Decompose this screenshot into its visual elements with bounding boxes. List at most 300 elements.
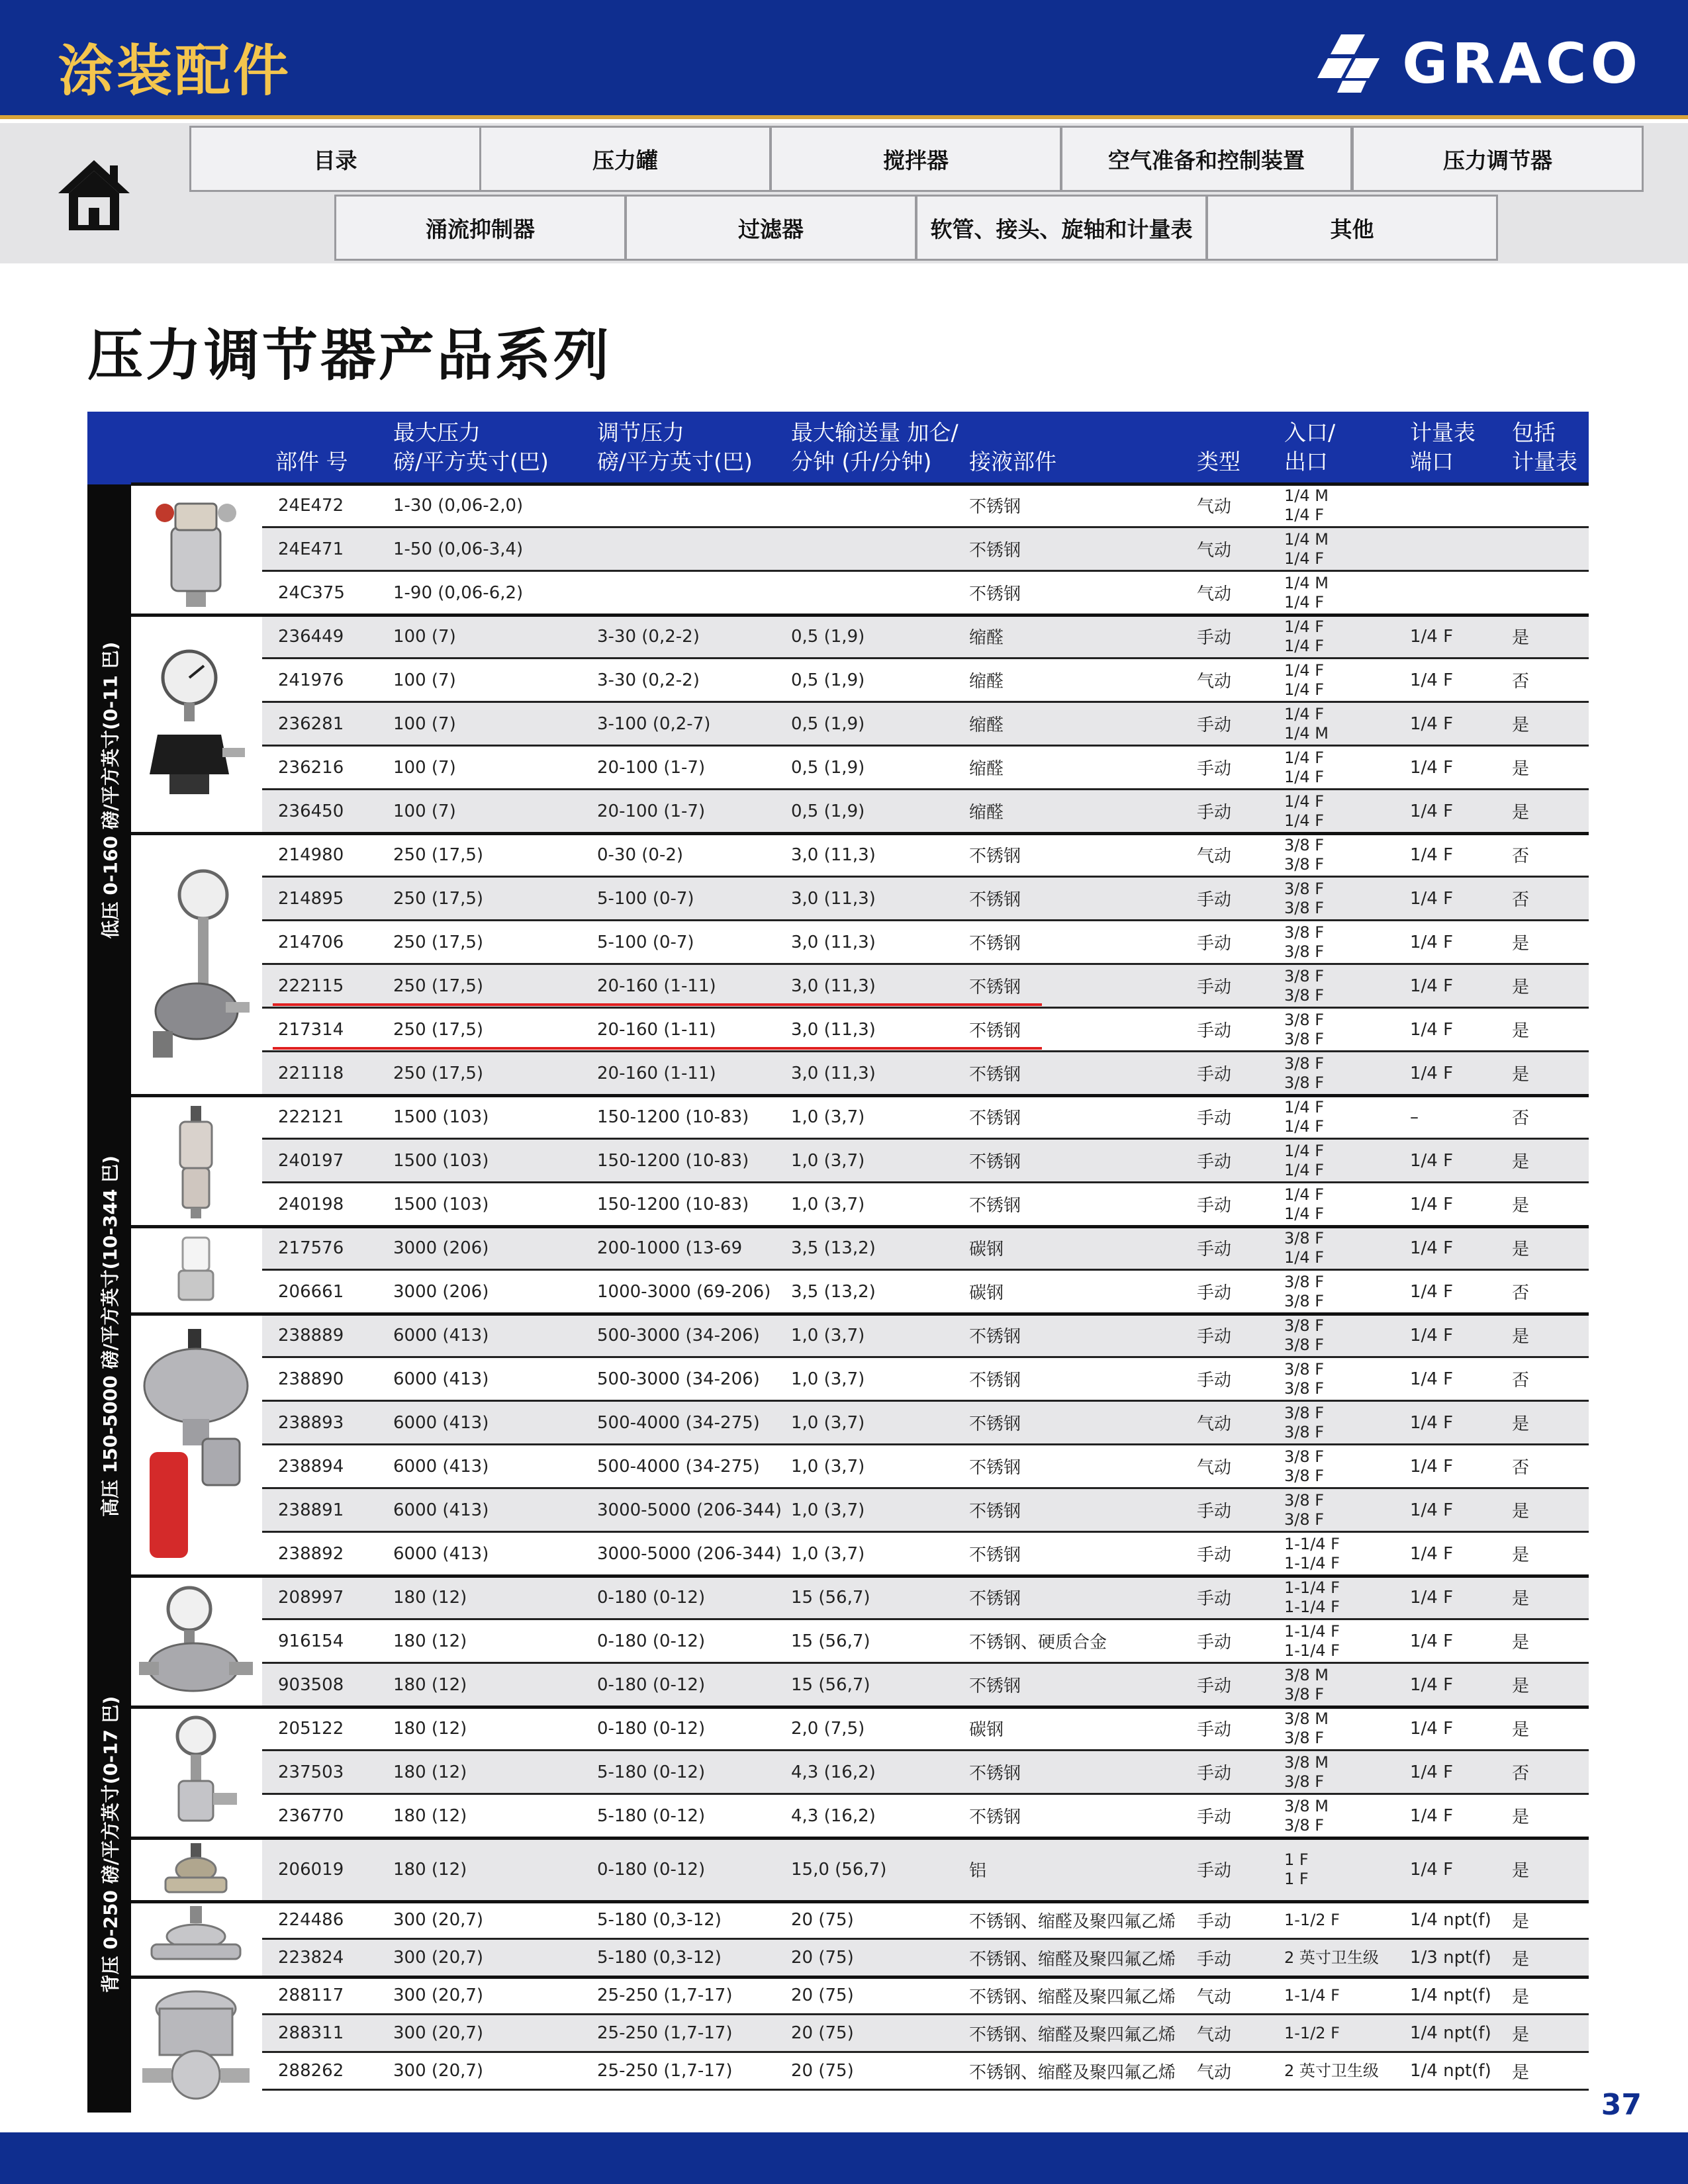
cell-type: 手动 <box>1197 1589 1232 1609</box>
outlet-value: 3/8 F <box>1284 854 1325 874</box>
cell-type: 气动 <box>1197 1458 1232 1478</box>
cell-inlet-outlet <box>1284 1940 1379 1976</box>
product-photo-sanitary-large <box>132 1978 259 2113</box>
cell-wetted: 不锈钢 <box>969 1196 1021 1216</box>
cell-inlet-outlet <box>1284 878 1324 919</box>
nav-button-row1-3[interactable]: 空气准备和控制装置 <box>1060 126 1352 192</box>
cell-flow: 20 (75) <box>791 2023 854 2043</box>
page-title: 压力调节器产品系列 <box>87 323 612 388</box>
table-row <box>262 1402 1589 1445</box>
cell-inlet-outlet <box>1284 1751 1329 1793</box>
group-label-high-pressure: 高压 150-5000 磅/平方英寸(10-344 巴) <box>99 1155 122 1518</box>
inlet-value: 3/8 F <box>1284 1316 1325 1335</box>
cell-gauge-port: 1/4 F <box>1410 1543 1454 1564</box>
cell-wetted: 不锈钢 <box>969 934 1021 954</box>
outlet-value: 1/4 F <box>1284 680 1325 699</box>
cell-part: 236450 <box>278 801 344 821</box>
cell-part: 236449 <box>278 626 344 647</box>
cell-flow: 1,0 (3,7) <box>791 1107 865 1127</box>
cell-inlet-outlet <box>1284 2015 1340 2051</box>
cell-part: 24C375 <box>278 582 345 603</box>
table-row <box>262 1314 1589 1358</box>
cell-reg-pressure: 5-180 (0-12) <box>597 1762 706 1782</box>
cell-gauge-port: 1/4 F <box>1410 1063 1454 1083</box>
cell-reg-pressure: 5-180 (0,3-12) <box>597 1910 722 1930</box>
inlet-value: 3/8 F <box>1284 923 1325 942</box>
nav-button-row1-0[interactable]: 目录 <box>189 126 481 192</box>
cell-inlet-outlet <box>1284 1271 1324 1312</box>
cell-flow: 1,0 (3,7) <box>791 1369 865 1389</box>
cell-wetted: 不锈钢 <box>969 1458 1021 1478</box>
outlet-value: 3/8 F <box>1284 1291 1325 1310</box>
nav-button-row2-1[interactable]: 过滤器 <box>625 195 917 261</box>
cell-max-pressure: 3000 (206) <box>393 1238 489 1258</box>
cell-inlet-outlet <box>1284 1839 1309 1900</box>
cell-reg-pressure: 150-1200 (10-83) <box>597 1194 749 1214</box>
outlet-value: 1/4 M <box>1284 723 1329 743</box>
cell-flow: 3,0 (11,3) <box>791 888 876 909</box>
cell-flow: 0,5 (1,9) <box>791 713 865 734</box>
cell-flow: 0,5 (1,9) <box>791 801 865 821</box>
cell-inlet-outlet <box>1284 1795 1329 1837</box>
nav-button-row2-0[interactable]: 涌流抑制器 <box>334 195 626 261</box>
cell-inlet-outlet <box>1284 484 1329 526</box>
cell-reg-pressure: 20-100 (1-7) <box>597 757 706 778</box>
header-incl-gauge-line1: 包括 <box>1512 420 1556 445</box>
cell-gauge-port: 1/4 npt(f) <box>1410 1910 1491 1930</box>
cell-wetted: 缩醛 <box>969 759 1004 779</box>
header-inout-line1: 入口/ <box>1284 420 1336 445</box>
cell-max-pressure: 250 (17,5) <box>393 888 484 909</box>
header-reg-pressure-line2: 磅/平方英寸(巴) <box>597 449 753 475</box>
cell-wetted: 不锈钢 <box>969 1589 1021 1609</box>
cell-type: 手动 <box>1197 890 1232 910</box>
cell-inlet-outlet <box>1284 1620 1340 1662</box>
group-separator <box>131 1225 1589 1228</box>
cell-type: 气动 <box>1197 2025 1232 2045</box>
cell-inlet-outlet <box>1284 747 1324 788</box>
outlet-value: 3/8 F <box>1284 1073 1325 1092</box>
inlet-value: 1/4 F <box>1284 660 1325 680</box>
cell-part: 238894 <box>278 1456 344 1477</box>
nav-button-row1-2[interactable]: 搅拌器 <box>770 126 1062 192</box>
cell-wetted: 不锈钢 <box>969 1764 1021 1784</box>
cell-gauge-port: 1/4 F <box>1410 626 1454 647</box>
brand-name: GRACO <box>1402 31 1642 96</box>
cell-wetted: 缩醛 <box>969 803 1004 823</box>
cell-part: 217314 <box>278 1019 344 1040</box>
cell-max-pressure: 1500 (103) <box>393 1150 489 1171</box>
cell-reg-pressure: 3-30 (0,2-2) <box>597 626 700 647</box>
cell-incl-gauge: 是 <box>1512 1861 1530 1881</box>
cell-max-pressure: 1-30 (0,06-2,0) <box>393 495 524 516</box>
cell-max-pressure: 1500 (103) <box>393 1107 489 1127</box>
cell-part: 241976 <box>278 670 344 690</box>
cell-part: 916154 <box>278 1631 344 1651</box>
cell-part: 237503 <box>278 1762 344 1782</box>
inlet-value: 3/8 M <box>1284 1796 1329 1815</box>
cell-gauge-port: 1/4 F <box>1410 1631 1454 1651</box>
outlet-value: 3/8 F <box>1284 985 1325 1005</box>
inlet-value: 3/8 F <box>1284 1359 1325 1379</box>
cell-max-pressure: 3000 (206) <box>393 1281 489 1302</box>
cell-gauge-port: 1/4 F <box>1410 757 1454 778</box>
cell-inlet-outlet <box>1284 790 1324 832</box>
table-row <box>262 834 1589 878</box>
cell-inlet-outlet <box>1284 1096 1324 1138</box>
cell-gauge-port: 1/4 F <box>1410 1762 1454 1782</box>
cell-reg-pressure: 500-3000 (34-206) <box>597 1369 760 1389</box>
cell-part: 205122 <box>278 1718 344 1739</box>
outlet-value: 1/4 F <box>1284 592 1325 612</box>
cell-incl-gauge: 是 <box>1512 759 1530 779</box>
cell-max-pressure: 1-50 (0,06-3,4) <box>393 539 524 559</box>
group-label-low-pressure: 低压 0-160 磅/平方英寸(0-11 巴) <box>99 641 121 939</box>
table-row <box>262 484 1589 528</box>
cell-incl-gauge: 是 <box>1512 1633 1530 1653</box>
outlet-value: 1-1/4 F <box>1284 1553 1340 1572</box>
inlet-value: 1/4 F <box>1284 792 1325 811</box>
cell-inlet-outlet <box>1284 528 1329 570</box>
cell-gauge-port: 1/4 F <box>1410 713 1454 734</box>
cell-wetted: 不锈钢 <box>969 584 1021 604</box>
cell-wetted: 碳钢 <box>969 1283 1004 1303</box>
cell-reg-pressure: 5-180 (0,3-12) <box>597 1948 722 1968</box>
outlet-value: 3/8 F <box>1284 1466 1325 1485</box>
cell-reg-pressure: 25-250 (1,7-17) <box>597 2023 733 2043</box>
outlet-value: 3/8 F <box>1284 1772 1325 1791</box>
product-photo-aluminum <box>132 1839 259 1902</box>
cell-incl-gauge: 否 <box>1512 1109 1530 1128</box>
header-type: 类型 <box>1197 449 1241 475</box>
graco-logo-icon <box>1315 32 1387 95</box>
table-row <box>262 1707 1589 1751</box>
cell-part: 288117 <box>278 1985 344 2005</box>
cell-inlet-outlet <box>1284 1009 1324 1050</box>
cell-inlet-outlet <box>1284 834 1324 876</box>
inlet-value: 1/4 M <box>1284 573 1329 592</box>
cell-part: 208997 <box>278 1587 344 1608</box>
table-row <box>262 2053 1589 2091</box>
cell-type: 手动 <box>1197 803 1232 823</box>
cell-incl-gauge: 否 <box>1512 1283 1530 1303</box>
nav-button-row1-4[interactable]: 压力调节器 <box>1352 126 1644 192</box>
table-row <box>262 921 1589 965</box>
nav-button-row2-3[interactable]: 其他 <box>1206 195 1498 261</box>
inlet-value: 1-1/4 F <box>1284 1578 1340 1597</box>
cell-incl-gauge: 否 <box>1512 846 1530 866</box>
group-separator <box>131 1837 1589 1840</box>
cell-incl-gauge: 是 <box>1512 1196 1530 1216</box>
cell-inlet-outlet <box>1284 1445 1324 1487</box>
cell-type: 手动 <box>1197 628 1232 648</box>
cell-max-pressure: 180 (12) <box>393 1631 467 1651</box>
cell-flow: 15,0 (56,7) <box>791 1859 887 1880</box>
cell-inlet-outlet <box>1284 1489 1324 1531</box>
cell-reg-pressure: 0-30 (0-2) <box>597 844 684 865</box>
cell-flow: 1,0 (3,7) <box>791 1325 865 1345</box>
cell-reg-pressure: 0-180 (0-12) <box>597 1631 706 1651</box>
outlet-value: 1/4 F <box>1284 549 1325 568</box>
cell-reg-pressure: 5-100 (0-7) <box>597 932 694 952</box>
cell-type: 手动 <box>1197 1371 1232 1390</box>
cell-reg-pressure: 500-3000 (34-206) <box>597 1325 760 1345</box>
cell-gauge-port: 1/4 F <box>1410 1859 1454 1880</box>
cell-gauge-port: 1/4 F <box>1410 976 1454 996</box>
cell-max-pressure: 250 (17,5) <box>393 844 484 865</box>
cell-flow: 0,5 (1,9) <box>791 757 865 778</box>
cell-inlet-outlet <box>1284 572 1329 614</box>
cell-type: 手动 <box>1197 1196 1232 1216</box>
inlet-value: 1-1/2 F <box>1284 1910 1340 1929</box>
table-row <box>262 1839 1589 1902</box>
cell-wetted: 不锈钢、缩醛及聚四氟乙烯 <box>969 1949 1176 1970</box>
cell-flow: 3,0 (11,3) <box>791 1019 876 1040</box>
inlet-value: 3/8 F <box>1284 1010 1325 1029</box>
header-reg-pressure-line1: 调节压力 <box>597 420 684 445</box>
nav-button-row2-2[interactable]: 软管、接头、旋轴和计量表 <box>915 195 1207 261</box>
nav-button-row1-1[interactable]: 压力罐 <box>479 126 771 192</box>
inlet-value: 3/8 F <box>1284 1490 1325 1510</box>
cell-gauge-port: 1/4 F <box>1410 844 1454 865</box>
table-row <box>262 572 1589 615</box>
outlet-value: 1/4 F <box>1284 811 1325 830</box>
cell-part: 221118 <box>278 1063 344 1083</box>
cell-max-pressure: 300 (20,7) <box>393 2061 484 2081</box>
table-row <box>262 1271 1589 1314</box>
cell-flow: 1,0 (3,7) <box>791 1456 865 1477</box>
cell-part: 238892 <box>278 1543 344 1564</box>
group-separator <box>131 1312 1589 1316</box>
header-gauge-port-line1: 计量表 <box>1410 420 1476 445</box>
cell-wetted: 不锈钢 <box>969 1021 1021 1041</box>
cell-reg-pressure: 3-30 (0,2-2) <box>597 670 700 690</box>
inlet-value: 3/8 F <box>1284 1403 1325 1422</box>
cell-reg-pressure: 0-180 (0-12) <box>597 1674 706 1695</box>
cell-reg-pressure: 500-4000 (34-275) <box>597 1456 760 1477</box>
cell-flow: 20 (75) <box>791 1985 854 2005</box>
cell-part: 238893 <box>278 1412 344 1433</box>
cell-wetted: 不锈钢 <box>969 978 1021 997</box>
cell-flow: 4,3 (16,2) <box>791 1762 876 1782</box>
outlet-value: 3/8 F <box>1284 942 1325 961</box>
page-header <box>0 0 1688 119</box>
cell-part: 236216 <box>278 757 344 778</box>
outlet-value: 3/8 F <box>1284 1684 1325 1704</box>
outlet-value: 1/4 F <box>1284 505 1325 524</box>
cell-wetted: 不锈钢、缩醛及聚四氟乙烯 <box>969 1987 1176 2007</box>
cell-type: 手动 <box>1197 1676 1232 1696</box>
cell-max-pressure: 300 (20,7) <box>393 1948 484 1968</box>
cell-inlet-outlet <box>1284 921 1324 963</box>
cell-incl-gauge: 是 <box>1512 1545 1530 1565</box>
cell-type: 手动 <box>1197 1152 1232 1172</box>
cell-wetted: 碳钢 <box>969 1240 1004 1259</box>
header-incl-gauge-line2: 计量表 <box>1512 449 1577 475</box>
cell-max-pressure: 6000 (413) <box>393 1412 489 1433</box>
cell-max-pressure: 300 (20,7) <box>393 2023 484 2043</box>
header-gauge-port-line2: 端口 <box>1410 449 1454 475</box>
cell-gauge-port: 1/4 F <box>1410 1325 1454 1345</box>
table-row <box>262 1227 1589 1271</box>
cell-flow: 3,0 (11,3) <box>791 932 876 952</box>
cell-gauge-port: – <box>1410 1107 1419 1127</box>
cell-gauge-port: 1/4 F <box>1410 1412 1454 1433</box>
cell-wetted: 不锈钢 <box>969 1545 1021 1565</box>
cell-incl-gauge: 否 <box>1512 1764 1530 1784</box>
product-photo-air-regulator <box>132 484 259 615</box>
cell-flow: 0,5 (1,9) <box>791 626 865 647</box>
table-row <box>262 528 1589 572</box>
cell-type: 手动 <box>1197 1861 1232 1881</box>
cell-part: 214895 <box>278 888 344 909</box>
outlet-value: 3/8 F <box>1284 1335 1325 1354</box>
inlet-value: 1-1/2 F <box>1284 2023 1340 2042</box>
table-row <box>262 1009 1589 1052</box>
cell-max-pressure: 180 (12) <box>393 1859 467 1880</box>
cell-part: 222115 <box>278 976 344 996</box>
cell-gauge-port: 1/4 F <box>1410 670 1454 690</box>
cell-type: 气动 <box>1197 1987 1232 2007</box>
cell-max-pressure: 180 (12) <box>393 1674 467 1695</box>
cell-flow: 1,0 (3,7) <box>791 1543 865 1564</box>
cell-incl-gauge: 是 <box>1512 1327 1530 1347</box>
outlet-value: 1/4 F <box>1284 1248 1325 1267</box>
inlet-value: 2 英寸卫生级 <box>1284 1948 1379 1967</box>
product-photo-high-pressure-red <box>132 1314 259 1576</box>
cell-inlet-outlet <box>1284 1978 1340 2013</box>
inlet-value: 1-1/4 F <box>1284 1985 1340 2005</box>
cell-max-pressure: 100 (7) <box>393 801 456 821</box>
group-separator <box>131 1706 1589 1709</box>
cell-gauge-port: 1/3 npt(f) <box>1410 1948 1491 1968</box>
cell-flow: 3,0 (11,3) <box>791 844 876 865</box>
cell-max-pressure: 1500 (103) <box>393 1194 489 1214</box>
cell-incl-gauge: 是 <box>1512 1589 1530 1609</box>
cell-reg-pressure: 20-160 (1-11) <box>597 976 716 996</box>
inlet-value: 3/8 F <box>1284 1447 1325 1466</box>
table-row <box>262 1664 1589 1707</box>
cell-incl-gauge: 是 <box>1512 1502 1530 1522</box>
inlet-value: 3/8 F <box>1284 835 1325 854</box>
group-separator <box>131 1094 1589 1097</box>
table-row <box>262 965 1589 1009</box>
cell-max-pressure: 300 (20,7) <box>393 1985 484 2005</box>
header-inout-line2: 出口 <box>1284 449 1328 475</box>
cell-gauge-port: 1/4 F <box>1410 1150 1454 1171</box>
group-separator <box>131 1574 1589 1578</box>
group-separator <box>131 482 1589 486</box>
cell-type: 气动 <box>1197 846 1232 866</box>
table-row <box>262 1096 1589 1140</box>
cell-flow: 20 (75) <box>791 2061 854 2081</box>
cell-wetted: 不锈钢 <box>969 1152 1021 1172</box>
cell-flow: 15 (56,7) <box>791 1587 870 1608</box>
cell-gauge-port: 1/4 F <box>1410 1194 1454 1214</box>
cell-flow: 0,5 (1,9) <box>791 670 865 690</box>
inlet-value: 1 F <box>1284 1850 1309 1869</box>
cell-incl-gauge: 是 <box>1512 1240 1530 1259</box>
cell-part: 217576 <box>278 1238 344 1258</box>
cell-type: 手动 <box>1197 1021 1232 1041</box>
cell-reg-pressure: 0-180 (0-12) <box>597 1587 706 1608</box>
cell-wetted: 不锈钢 <box>969 541 1021 561</box>
table-row <box>262 1620 1589 1664</box>
cell-part: 903508 <box>278 1674 344 1695</box>
cell-reg-pressure: 0-180 (0-12) <box>597 1859 706 1880</box>
cell-gauge-port: 1/4 npt(f) <box>1410 1985 1491 2005</box>
cell-incl-gauge: 是 <box>1512 2025 1530 2045</box>
header-wetted: 接液部件 <box>969 449 1056 475</box>
inlet-value: 1-1/4 F <box>1284 1534 1340 1553</box>
cell-gauge-port: 1/4 npt(f) <box>1410 2061 1491 2081</box>
cell-reg-pressure: 25-250 (1,7-17) <box>597 2061 733 2081</box>
group-separator <box>131 1976 1589 1979</box>
cell-gauge-port: 1/4 F <box>1410 1674 1454 1695</box>
cell-wetted: 不锈钢 <box>969 1807 1021 1827</box>
cell-type: 手动 <box>1197 1065 1232 1085</box>
header-flow-line2: 分钟 (升/分钟) <box>791 449 932 475</box>
cell-wetted: 不锈钢 <box>969 1327 1021 1347</box>
product-photo-low-pressure-regulator <box>132 615 259 834</box>
cell-gauge-port: 1/4 F <box>1410 932 1454 952</box>
inlet-value: 2 英寸卫生级 <box>1284 2061 1379 2080</box>
home-icon[interactable] <box>56 156 132 234</box>
highlight-underline <box>273 1047 1042 1050</box>
brand-logo <box>1315 32 1642 95</box>
cell-wetted: 不锈钢、缩醛及聚四氟乙烯 <box>969 1911 1176 1932</box>
cell-incl-gauge: 是 <box>1512 1987 1530 2007</box>
cell-flow: 4,3 (16,2) <box>791 1805 876 1826</box>
cell-wetted: 不锈钢、硬质合金 <box>969 1633 1107 1653</box>
cell-type: 手动 <box>1197 1283 1232 1303</box>
group-separator <box>131 614 1589 617</box>
cell-part: 288311 <box>278 2023 344 2043</box>
outlet-value: 1/4 F <box>1284 636 1325 655</box>
cell-reg-pressure: 20-160 (1-11) <box>597 1063 716 1083</box>
outlet-value: 3/8 F <box>1284 898 1325 917</box>
cell-reg-pressure: 0-180 (0-12) <box>597 1718 706 1739</box>
header-part: 部件 号 <box>275 449 348 475</box>
cell-inlet-outlet <box>1284 1576 1340 1618</box>
table-row <box>262 1445 1589 1489</box>
cell-gauge-port: 1/4 F <box>1410 1587 1454 1608</box>
cell-reg-pressure: 150-1200 (10-83) <box>597 1107 749 1127</box>
cell-max-pressure: 6000 (413) <box>393 1500 489 1520</box>
cell-reg-pressure: 5-100 (0-7) <box>597 888 694 909</box>
cell-type: 手动 <box>1197 715 1232 735</box>
cell-inlet-outlet <box>1284 615 1324 657</box>
cell-type: 手动 <box>1197 1240 1232 1259</box>
cell-wetted: 不锈钢 <box>969 1109 1021 1128</box>
cell-max-pressure: 180 (12) <box>393 1718 467 1739</box>
product-photo-high-pressure-small <box>132 1096 259 1227</box>
cell-type: 手动 <box>1197 759 1232 779</box>
cell-max-pressure: 250 (17,5) <box>393 1019 484 1040</box>
cell-reg-pressure: 150-1200 (10-83) <box>597 1150 749 1171</box>
outlet-value: 1/4 F <box>1284 1204 1325 1223</box>
cell-type: 手动 <box>1197 1949 1232 1970</box>
cell-max-pressure: 100 (7) <box>393 670 456 690</box>
cell-type: 气动 <box>1197 497 1232 517</box>
product-photo-high-pressure-carbon <box>132 1227 259 1314</box>
cell-flow: 20 (75) <box>791 1948 854 1968</box>
cell-reg-pressure: 3000-5000 (206-344) <box>597 1500 782 1520</box>
cell-gauge-port: 1/4 F <box>1410 1019 1454 1040</box>
cell-type: 气动 <box>1197 1414 1232 1434</box>
cell-reg-pressure: 200-1000 (13-69 <box>597 1238 743 1258</box>
cell-inlet-outlet <box>1284 1140 1324 1181</box>
